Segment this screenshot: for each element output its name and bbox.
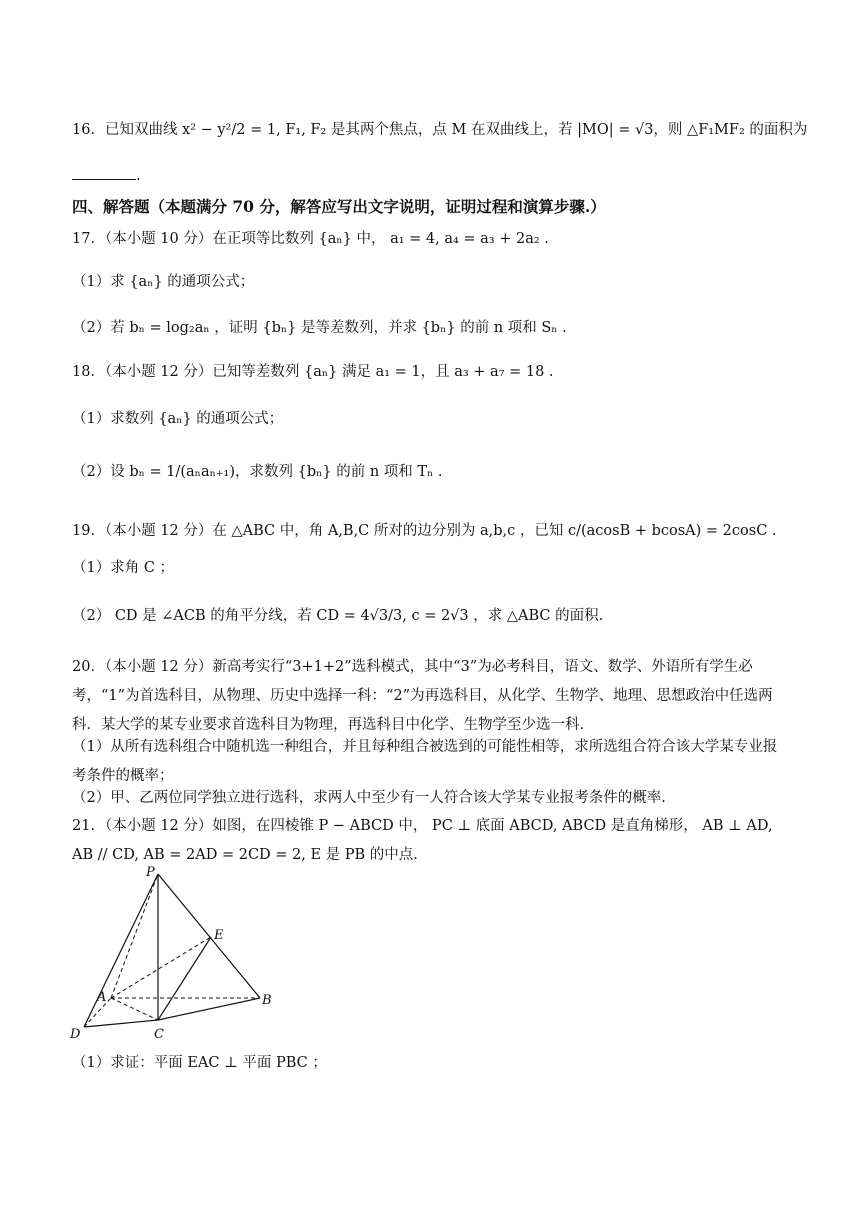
edge-CB	[158, 998, 260, 1020]
label-C: C	[154, 1027, 164, 1042]
q20-part2: （2）甲、乙两位同学独立进行选科，求两人中至少有一人符合该大学某专业报考条件的概率.	[72, 790, 666, 806]
edge-PD	[84, 874, 158, 1027]
edge-AP	[111, 874, 158, 998]
edge-PB	[158, 874, 260, 998]
q20-part1: （1）从所有选科组合中随机选一种组合，并且每种组合被选到的可能性相等，求所选组合符合该大学某专业报考条件的概率；	[72, 739, 778, 784]
q18-part1: （1）求数列 {aₙ} 的通项公式；	[72, 411, 284, 427]
edge-CE	[158, 937, 211, 1020]
pyramid-figure	[68, 862, 288, 1042]
label-A: A	[97, 990, 107, 1005]
edge-DC	[84, 1020, 158, 1027]
label-E: E	[214, 928, 224, 943]
label-D: D	[70, 1027, 81, 1042]
q16-text: 16．已知双曲线 x² − y²/2 = 1, F₁, F₂ 是其两个焦点，点 M 在双曲线上，若 |MO| = √3，则 △F₁MF₂ 的面积为	[72, 122, 808, 138]
q21-part1: （1）求证：平面 EAC ⊥ 平面 PBC ；	[72, 1055, 327, 1071]
q17-part2: （2）若 bₙ = log₂aₙ ，证明 {bₙ} 是等差数列，并求 {bₙ} 的前 n 项和 Sₙ .	[72, 320, 567, 336]
q21-stem: 21．（本小题 12 分）如图，在四棱锥 P − ABCD 中， PC ⊥ 底面 ABCD, ABCD 是直角梯形， AB ⊥ AD, AB // CD, AB = 2AD = 2CD = 2, E 是 PB 的中点.	[72, 818, 773, 863]
q16-answer-line	[72, 166, 788, 186]
q17-stem: 17．（本小题 10 分）在正项等比数列 {aₙ} 中， a₁ = 4, a₄ = a₃ + 2a₂ .	[72, 231, 549, 247]
q18-stem: 18．（本小题 12 分）已知等差数列 {aₙ} 满足 a₁ = 1，且 a₃ + a₇ = 18 .	[72, 364, 554, 380]
section-heading: 四、解答题（本题满分 70 分，解答应写出文字说明，证明过程和演算步骤.）	[72, 197, 606, 216]
q16-tail: .	[136, 168, 141, 184]
label-P: P	[146, 865, 155, 880]
q19-stem: 19．（本小题 12 分）在 △ABC 中，角 A,B,C 所对的边分别为 a,b,c ，已知 c/(acosB + bcosA) = 2cosC .	[72, 523, 777, 539]
q17-part1: （1）求 {aₙ} 的通项公式；	[72, 274, 255, 290]
q19-part1: （1）求角 C ；	[72, 560, 175, 576]
edge-AC	[111, 998, 158, 1020]
q19-part2: （2） CD 是 ∠ACB 的角平分线，若 CD = 4√3/3, c = 2√3 ，求 △ABC 的面积.	[72, 608, 604, 624]
answer-blank	[72, 167, 136, 180]
label-B: B	[262, 993, 272, 1008]
edge-AE	[111, 937, 211, 998]
q20-stem: 20．（本小题 12 分）新高考实行“3+1+2”选科模式，其中“3”为必考科目，语文、数学、外语所有学生必考，“1”为首选科目，从物理、历史中选择一科：“2”为再选科目，从化学、生物学、地理、思想政治中任选两科．某大学的某专业要求首选科目为物理，再选科目中化学、生物学至少选一科.	[72, 659, 773, 733]
q18-part2: （2）设 bₙ = 1/(aₙaₙ₊₁)，求数列 {bₙ} 的前 n 项和 Tₙ .	[72, 464, 443, 480]
